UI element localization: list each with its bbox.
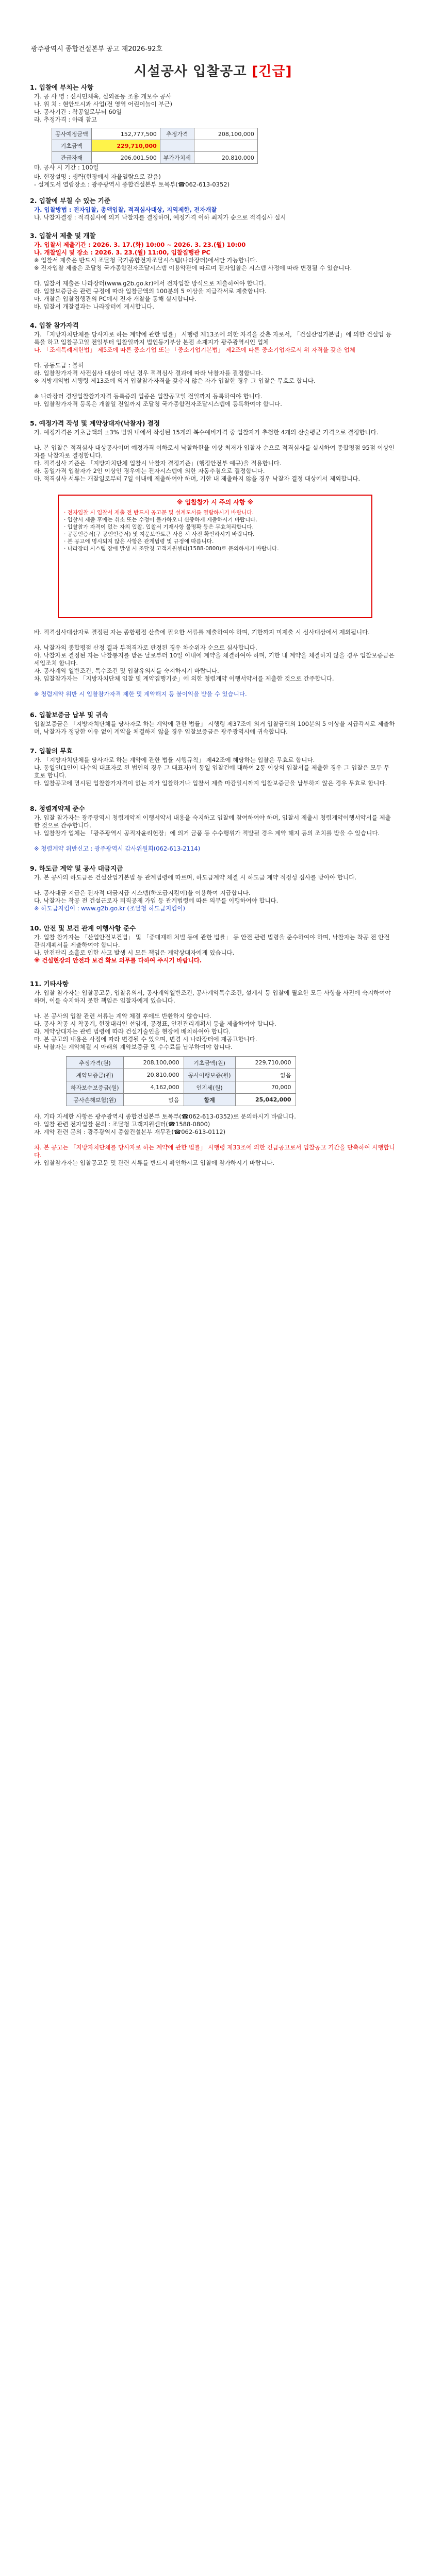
table-cell: 없음 xyxy=(235,1069,296,1081)
warning-title: ※ 입찰참가 시 주의 사항 ※ xyxy=(176,499,254,506)
table-cell: 부가가치세 xyxy=(160,152,194,164)
section-9-title: 9. 하도급 계약 및 공사 대금지급 xyxy=(30,865,123,872)
table-row xyxy=(52,140,258,152)
table-cell: 25,042,000 xyxy=(235,1094,296,1106)
s4-line: 나. 「조세특례제한법」 제5조에 따른 중소기업 또는 「중소기업기본법」 제2조에 따른 중소기업자로서 위 자격을 갖춘 업체 xyxy=(34,346,355,353)
s11-line: 아. 입찰 관련 전자입찰 문의 : 조달청 고객지원센터(☎1588-0800) xyxy=(34,1121,210,1128)
notice-number: 광주광역시 종합건설본부 공고 제2026-92호 xyxy=(31,45,163,53)
s10-line: 가. 입찰 참가자는 「산업안전보건법」 및 「중대재해 처벌 등에 관한 법률」 등 안전 관련 법령을 준수하여야 하며, 낙찰자는 착공 전 안전관리계획서를 제출하여야 합니다. xyxy=(34,934,390,948)
s4-line: 라. 입찰참가자격 사전심사 대상이 아닌 경우 적격심사 결과에 따라 낙찰자를 결정합니다. xyxy=(34,369,263,377)
section-10-title: 10. 안전 및 보건 관계 이행사항 준수 xyxy=(30,924,136,932)
warning-box xyxy=(58,495,372,618)
table-cell: 공사손해보험(원) xyxy=(67,1094,124,1106)
s3-line: ※ 전자입찰 제출은 조달청 국가종합전자조달시스템 이용약관에 따르며 전자입찰은 시스템 사정에 따라 변경될 수 있습니다. xyxy=(34,264,352,272)
s9-line: 가. 본 공사의 하도급은 건설산업기본법 등 관계법령에 따르며, 하도급계약 체결 시 하도급 계약 적정성 심사를 받아야 합니다. xyxy=(34,874,356,881)
section-6-title: 6. 입찰보증금 납부 및 귀속 xyxy=(30,711,108,719)
table-cell: 없음 xyxy=(123,1094,184,1106)
s3-line: 나. 개찰일시 및 장소 : 2026. 3. 23.(월) 11:00, 입찰집행관 PC xyxy=(34,249,211,256)
table-row xyxy=(67,1081,296,1094)
warning-line: · 본 공고에 명시되지 않은 사항은 관계법령 및 규정에 따릅니다. xyxy=(64,538,214,545)
table-cell: 인지세(원) xyxy=(184,1081,235,1094)
table-cell: 추정가격(원) xyxy=(67,1057,124,1069)
s5-line: 가. 예정가격은 기초금액의 ±3% 범위 내에서 작성된 15개의 복수예비가격 중 입찰자가 추첨한 4개의 산술평균 가격으로 결정합니다. xyxy=(34,429,379,436)
s11-line: 카. 입찰참가자는 입찰공고문 및 관련 서류를 반드시 확인하시고 입찰에 참가하시기 바랍니다. xyxy=(34,1159,275,1166)
s11-line: 바. 낙찰자는 계약체결 시 아래의 계약보증금 및 수수료를 납부하여야 합니다. xyxy=(34,1043,233,1050)
s4-line: 다. 공동도급 : 불허 xyxy=(34,362,84,369)
s1-line: 마. 공사 시 기간 : 100일 xyxy=(34,164,99,171)
table-cell: 229,710,000 xyxy=(235,1057,296,1069)
section-7-title: 7. 입찰의 무효 xyxy=(30,747,73,755)
table-row xyxy=(52,152,258,164)
s3-line: ※ 입찰서 제출은 반드시 조달청 국가종합전자조달시스템(나라장터)에서만 가능합니다. xyxy=(34,257,258,264)
warning-line: · 입찰서 제출 후에는 취소 또는 수정이 불가하오니 신중하게 제출하시기 바랍니다. xyxy=(64,517,257,523)
table-cell: 공사예정금액 xyxy=(52,128,92,140)
table-cell: 208,100,000 xyxy=(194,128,257,140)
table-cell xyxy=(160,140,194,152)
s8-line: 나. 입찰참가 업체는 「광주광역시 공직자윤리헌장」에 의거 금품 등 수수행위가 적발될 경우 계약 해지 등의 조치를 받을 수 있습니다. xyxy=(34,829,380,837)
s7-line: 나. 동일인(1인이 다수의 대표자로 된 법인의 경우 그 대표자)이 동일 입찰건에 대하여 2통 이상의 입찰서를 제출한 경우 그 입찰은 모두 무효로 합니다. xyxy=(34,764,390,779)
table-cell: 계약보증금(원) xyxy=(67,1069,124,1081)
warning-line: · 나라장터 시스템 장애 발생 시 조달청 고객지원센터(1588-0800)로 문의하시기 바랍니다. xyxy=(64,546,279,552)
section-5-title: 5. 예정가격 작성 및 계약상대자(낙찰자) 결정 xyxy=(30,419,160,427)
table-row xyxy=(67,1057,296,1069)
table-row xyxy=(67,1069,296,1081)
s1-note: 바. 현장설명 : 생략(현장에서 자율열람으로 갈음) xyxy=(34,173,161,180)
s5b-line: 아. 낙찰자로 결정된 자는 낙찰통지를 받은 날로부터 10일 이내에 계약을 체결하여야 하며, 기한 내 계약을 체결하지 않을 경우 입찰보증금은 세입조치 합니다. xyxy=(34,652,395,667)
s5-line: 마. 적격심사 서류는 개찰일로부터 7일 이내에 제출하여야 하며, 기한 내 제출하지 않을 경우 낙찰자 결정 대상에서 제외합니다. xyxy=(34,475,361,482)
s3-line: 라. 입찰보증금은 관련 규정에 따라 입찰금액의 100분의 5 이상을 지급각서로 제출합니다. xyxy=(34,287,267,295)
section-1-title: 1. 입찰에 부치는 사항 xyxy=(30,83,94,91)
table-cell: 합계 xyxy=(184,1094,235,1106)
s10-line: 나. 안전관리 소홀로 인한 사고 발생 시 모든 책임은 계약상대자에게 있습니다. xyxy=(34,949,235,956)
s3-line: 바. 입찰서 개찰결과는 나라장터에 게시합니다. xyxy=(34,303,155,310)
s3-line: 마. 개찰은 입찰집행관의 PC에서 전자 개찰을 통해 실시합니다. xyxy=(34,295,196,302)
table-cell xyxy=(194,140,257,152)
s4-line: 마. 입찰참가자격 등록은 개찰일 전일까지 조달청 국가종합전자조달시스템에 등록하여야 합니다. xyxy=(34,400,282,408)
table-cell: 152,777,500 xyxy=(91,128,160,140)
s11-line: 자. 계약 관련 문의 : 광주광역시 종합건설본부 재무관(☎062-613-0112) xyxy=(34,1128,226,1136)
section-4-title: 4. 입찰 참가자격 xyxy=(30,321,79,329)
table-cell: 공사이행보증(원) xyxy=(184,1069,235,1081)
title-urgent-badge: [긴급] xyxy=(252,64,292,79)
s9-line: ※ 하도급지킴이 : www.g2b.go.kr (조달청 하도급지킴이) xyxy=(34,905,185,912)
s11-line: 마. 본 공고의 내용은 사정에 따라 변경될 수 있으며, 변경 시 나라장터에 재공고합니다. xyxy=(34,1036,257,1043)
s3-line: 가. 입찰서 제출기간 : 2026. 3. 17.(화) 10:00 ~ 2026. 3. 23.(월) 10:00 xyxy=(34,241,246,248)
section-3-title: 3. 입찰서 제출 및 개찰 xyxy=(30,232,96,240)
s5b-line: 바. 적격심사대상자로 결정된 자는 종합평점 산출에 필요한 서류를 제출하여야 하며, 기한까지 미제출 시 심사대상에서 제외됩니다. xyxy=(34,629,370,636)
s10-line: ※ 건설현장의 안전과 보건 확보 의무를 다하여 주시기 바랍니다. xyxy=(34,957,202,964)
table-cell: 하자보수보증금(원) xyxy=(67,1081,124,1094)
s9-line: 다. 낙찰자는 착공 전 건설근로자 퇴직공제 가입 등 관계법령에 따른 의무를 이행하여야 합니다. xyxy=(34,897,278,904)
table-cell: 70,000 xyxy=(235,1081,296,1094)
section-11-title: 11. 기타사항 xyxy=(30,980,69,988)
s1-line: 라. 추정가격 : 아래 참고 xyxy=(34,116,97,123)
s5b-line: 차. 입찰참가자는 「지방자치단체 입찰 및 계약집행기준」에 의한 청렴계약 이행서약서를 제출한 것으로 간주합니다. xyxy=(34,675,334,682)
table-cell: 4,162,000 xyxy=(123,1081,184,1094)
table-cell: 206,001,500 xyxy=(91,152,160,164)
s5-line: 나. 본 입찰은 적격심사 대상공사이며 예정가격 이하로서 낙찰하한율 이상 최저가 입찰자 순으로 적격심사를 실시하여 종합평점 95점 이상인 자를 낙찰자로 결정합니다. xyxy=(34,444,395,459)
s1-line: 나. 위 치 : 현안도시과 사업(전 영역 어린이놀이 부근) xyxy=(34,100,172,108)
s7-line: 다. 입찰공고에 명시된 입찰참가자격이 없는 자가 입찰하거나 입찰서 제출 마감일시까지 입찰보증금을 납부하지 않은 경우 무효로 합니다. xyxy=(34,779,387,787)
s11-line: 라. 계약상대자는 관련 법령에 따라 건설기술인을 현장에 배치하여야 합니다. xyxy=(34,1028,231,1035)
fee-table xyxy=(66,1056,296,1106)
s11-line: 사. 기타 자세한 사항은 광주광역시 종합건설본부 토목부(☎062-613-0352)로 문의하시기 바랍니다. xyxy=(34,1113,296,1120)
table-cell: 기초금액 xyxy=(52,140,92,152)
s1-line: 다. 공사기간 : 착공일로부터 60일 xyxy=(34,108,122,115)
title-main: 시설공사 입찰공고 xyxy=(134,64,247,79)
s11-line: 다. 공사 착공 시 착공계, 현장대리인 선임계, 공정표, 안전관리계획서 등을 제출하여야 합니다. xyxy=(34,1020,276,1027)
s11-line: 가. 입찰 참가자는 입찰공고문, 입찰유의서, 공사계약일반조건, 공사계약특수조건, 설계서 등 입찰에 필요한 모든 사항을 사전에 숙지하여야 하며, 이를 숙지하지 못한 책임은 입찰자에게 있습니다. xyxy=(34,989,391,1004)
s5-line: 라. 동일가격 입찰자가 2인 이상인 경우에는 전자시스템에 의한 자동추첨으로 결정합니다. xyxy=(34,467,265,474)
s4-line: ※ 지방계약법 시행령 제13조에 의거 입찰참가자격을 갖추지 않은 자가 입찰한 경우 그 입찰은 무효로 합니다. xyxy=(34,377,316,384)
section-2-title: 2. 입찰에 부칠 수 있는 기준 xyxy=(30,197,110,205)
s4-line: 가. 「지방자치단체를 당사자로 하는 계약에 관한 법률」 시행령 제13조에 의한 자격을 갖춘 자로서, 「건설산업기본법」에 의한 건설업 등록을 하고 입찰공고일 전일부터 입찰일까지 법인등기부상 본점 소재지가 광주광역시인 업체 xyxy=(34,331,391,346)
warning-line: · 전자입찰 시 입찰서 제출 전 반드시 공고문 및 설계도서를 열람하시기 바랍니다. xyxy=(64,510,254,516)
s5b-line: 자. 공사계약 일반조건, 특수조건 및 입찰유의서를 숙지하시기 바랍니다. xyxy=(34,667,219,674)
table-row xyxy=(52,128,258,140)
s9-line: 나. 공사대금 지급은 전자적 대금지급 시스템(하도급지킴이)을 이용하여 지급합니다. xyxy=(34,889,251,896)
table-cell: 추정가격 xyxy=(160,128,194,140)
cost-table xyxy=(52,128,258,164)
s5b-line: ※ 청렴계약 위반 시 입찰참가자격 제한 및 계약해지 등 불이익을 받을 수 있습니다. xyxy=(34,690,247,698)
s8-line: ※ 청렴계약 위반신고 : 광주광역시 감사위원회(062-613-2114) xyxy=(34,845,201,852)
s1-note: - 설계도서 열람장소 : 광주광역시 종합건설본부 토목부(☎062-613-0352) xyxy=(34,181,230,188)
s4-line: ※ 나라장터 경쟁입찰참가자격 등록증의 업종은 입찰공고일 전일까지 등록하여야 합니다. xyxy=(34,393,263,400)
s5b-line: 사. 낙찰자의 종합평점 산정 결과 부적격자로 판정된 경우 차순위자 순으로 심사합니다. xyxy=(34,644,257,651)
table-row xyxy=(67,1094,296,1106)
section-8-title: 8. 청렴계약제 준수 xyxy=(30,805,85,812)
s2-line: 나. 낙찰자결정 : 적격심사에 의거 낙찰자를 결정하며, 예정가격 이하 최저가 순으로 적격심사 실시 xyxy=(34,214,286,221)
page-title xyxy=(0,61,426,80)
s5-line: 다. 적격심사 기준은 「지방자치단체 입찰시 낙찰자 결정기준」(행정안전부 예규)을 적용합니다. xyxy=(34,460,282,467)
s11-line: 차. 본 공고는 「지방자치단체를 당사자로 하는 계약에 관한 법률」 시행령 제33조에 의한 긴급공고로서 입찰공고 기간을 단축하여 시행합니다. xyxy=(34,1144,395,1159)
table-cell: 기초금액(원) xyxy=(184,1057,235,1069)
table-cell: 208,100,000 xyxy=(123,1057,184,1069)
s1-line: 가. 공 사 명 : 신시민체육, 실외운동 조용 개보수 공사 xyxy=(34,93,172,100)
s7-line: 가. 「지방자치단체를 당사자로 하는 계약에 관한 법률 시행규칙」 제42조에 해당하는 입찰은 무효로 합니다. xyxy=(34,756,315,764)
s3-line: 다. 입찰서 제출은 나라장터(www.g2b.go.kr)에서 전자입찰 방식으로 제출하여야 합니다. xyxy=(34,280,266,287)
s2-line: 가. 입찰방법 : 전자입찰, 총액입찰, 적격심사대상, 지역제한, 전자개찰 xyxy=(34,206,217,213)
warning-line: · 입찰참가 자격이 없는 자의 입찰, 입찰서 기재사항 불명확 등은 무효처리합니다. xyxy=(64,524,254,530)
s11-line: 나. 본 공사의 입찰 관련 서류는 계약 체결 후에도 반환하지 않습니다. xyxy=(34,1012,211,1020)
table-cell: 20,810,000 xyxy=(123,1069,184,1081)
s8-line: 가. 입찰 참가자는 광주광역시 청렴계약제 이행서약서 내용을 숙지하고 입찰에 참여하여야 하며, 입찰서 제출시 청렴계약이행서약서를 제출한 것으로 간주합니다. xyxy=(34,814,391,829)
table-cell: 229,710,000 xyxy=(91,140,160,152)
warning-line: · 공동인증서(구 공인인증서) 및 지문보안토큰 사용 시 사전 확인하시기 바랍니다. xyxy=(64,531,255,537)
table-cell: 관급자재 xyxy=(52,152,92,164)
s6-line: 입찰보증금은 「지방자치단체를 당사자로 하는 계약에 관한 법률」 시행령 제37조에 의거 입찰금액의 100분의 5 이상을 지급각서로 제출하며, 낙찰자가 정당한 이유 없이 계약을 체결하지 않을 경우 입찰보증금은 광주광역시에 귀속합니다. xyxy=(34,720,395,735)
table-cell: 20,810,000 xyxy=(194,152,257,164)
